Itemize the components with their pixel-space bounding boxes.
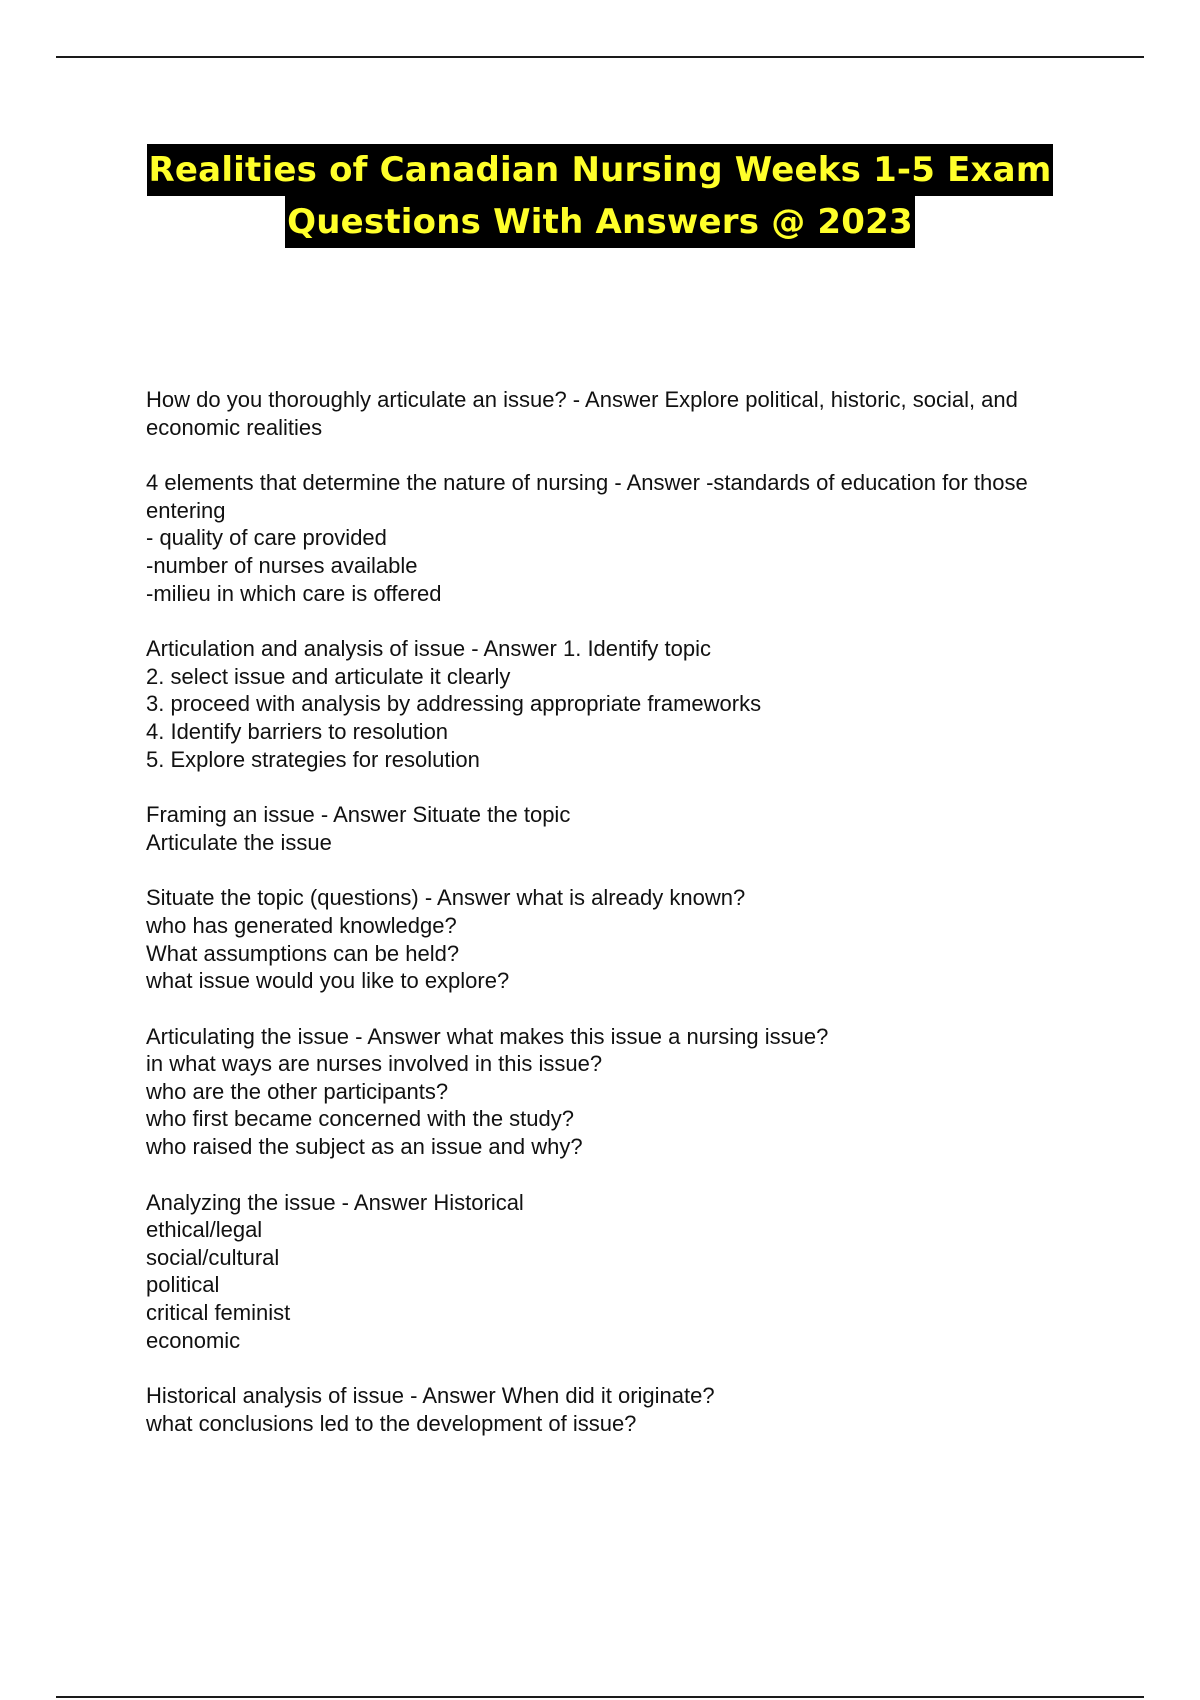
qa-line: political <box>146 1272 220 1298</box>
qa-item <box>146 884 1086 994</box>
qa-line: - quality of care provided <box>146 525 387 551</box>
qa-line: who are the other participants? <box>146 1078 449 1104</box>
qa-item <box>146 386 1086 441</box>
top-rule <box>56 56 1144 58</box>
qa-item <box>146 801 1086 856</box>
qa-content <box>146 386 1086 1465</box>
qa-item <box>146 1189 1086 1355</box>
qa-line: Articulate the issue <box>146 829 332 855</box>
qa-line: Situate the topic (questions) - Answer what is already known? <box>146 885 746 911</box>
qa-line: Framing an issue - Answer Situate the topic <box>146 802 571 828</box>
title-line-1: Realities of Canadian Nursing Weeks 1-5 Exam <box>147 144 1054 196</box>
qa-line: 4. Identify barriers to resolution <box>146 718 449 744</box>
qa-line: Analyzing the issue - Answer Historical <box>146 1189 524 1215</box>
qa-line: -number of nurses available <box>146 552 418 578</box>
qa-line: critical feminist <box>146 1300 291 1326</box>
qa-line: Historical analysis of issue - Answer When did it originate? <box>146 1383 715 1409</box>
qa-line: What assumptions can be held? <box>146 940 460 966</box>
qa-line: 2. select issue and articulate it clearly <box>146 663 511 689</box>
qa-item <box>146 469 1086 607</box>
qa-item <box>146 635 1086 773</box>
qa-line: -milieu in which care is offered <box>146 580 442 606</box>
qa-line: 5. Explore strategies for resolution <box>146 746 480 772</box>
bottom-rule <box>56 1696 1144 1698</box>
qa-line: what issue would you like to explore? <box>146 968 510 994</box>
qa-line: in what ways are nurses involved in this issue? <box>146 1051 603 1077</box>
qa-line: who has generated knowledge? <box>146 912 457 938</box>
qa-item <box>146 1023 1086 1161</box>
qa-line: what conclusions led to the development of issue? <box>146 1410 637 1436</box>
qa-line: ethical/legal <box>146 1217 263 1243</box>
qa-line: who first became concerned with the study? <box>146 1106 575 1132</box>
qa-line: social/cultural <box>146 1244 280 1270</box>
qa-line: Articulating the issue - Answer what makes this issue a nursing issue? <box>146 1023 829 1049</box>
qa-item <box>146 1382 1086 1437</box>
title-line-2: Questions With Answers @ 2023 <box>285 196 915 248</box>
qa-line: economic <box>146 1327 241 1353</box>
qa-line: who raised the subject as an issue and why? <box>146 1134 583 1160</box>
qa-line: Articulation and analysis of issue - Answer 1. Identify topic <box>146 636 711 662</box>
document-title <box>0 144 1200 248</box>
qa-line: How do you thoroughly articulate an issue? - Answer Explore political, historic, social, and economic realities <box>146 387 1018 440</box>
qa-line: 3. proceed with analysis by addressing appropriate frameworks <box>146 691 762 717</box>
qa-line: 4 elements that determine the nature of nursing - Answer -standards of education for those entering <box>146 470 1028 523</box>
